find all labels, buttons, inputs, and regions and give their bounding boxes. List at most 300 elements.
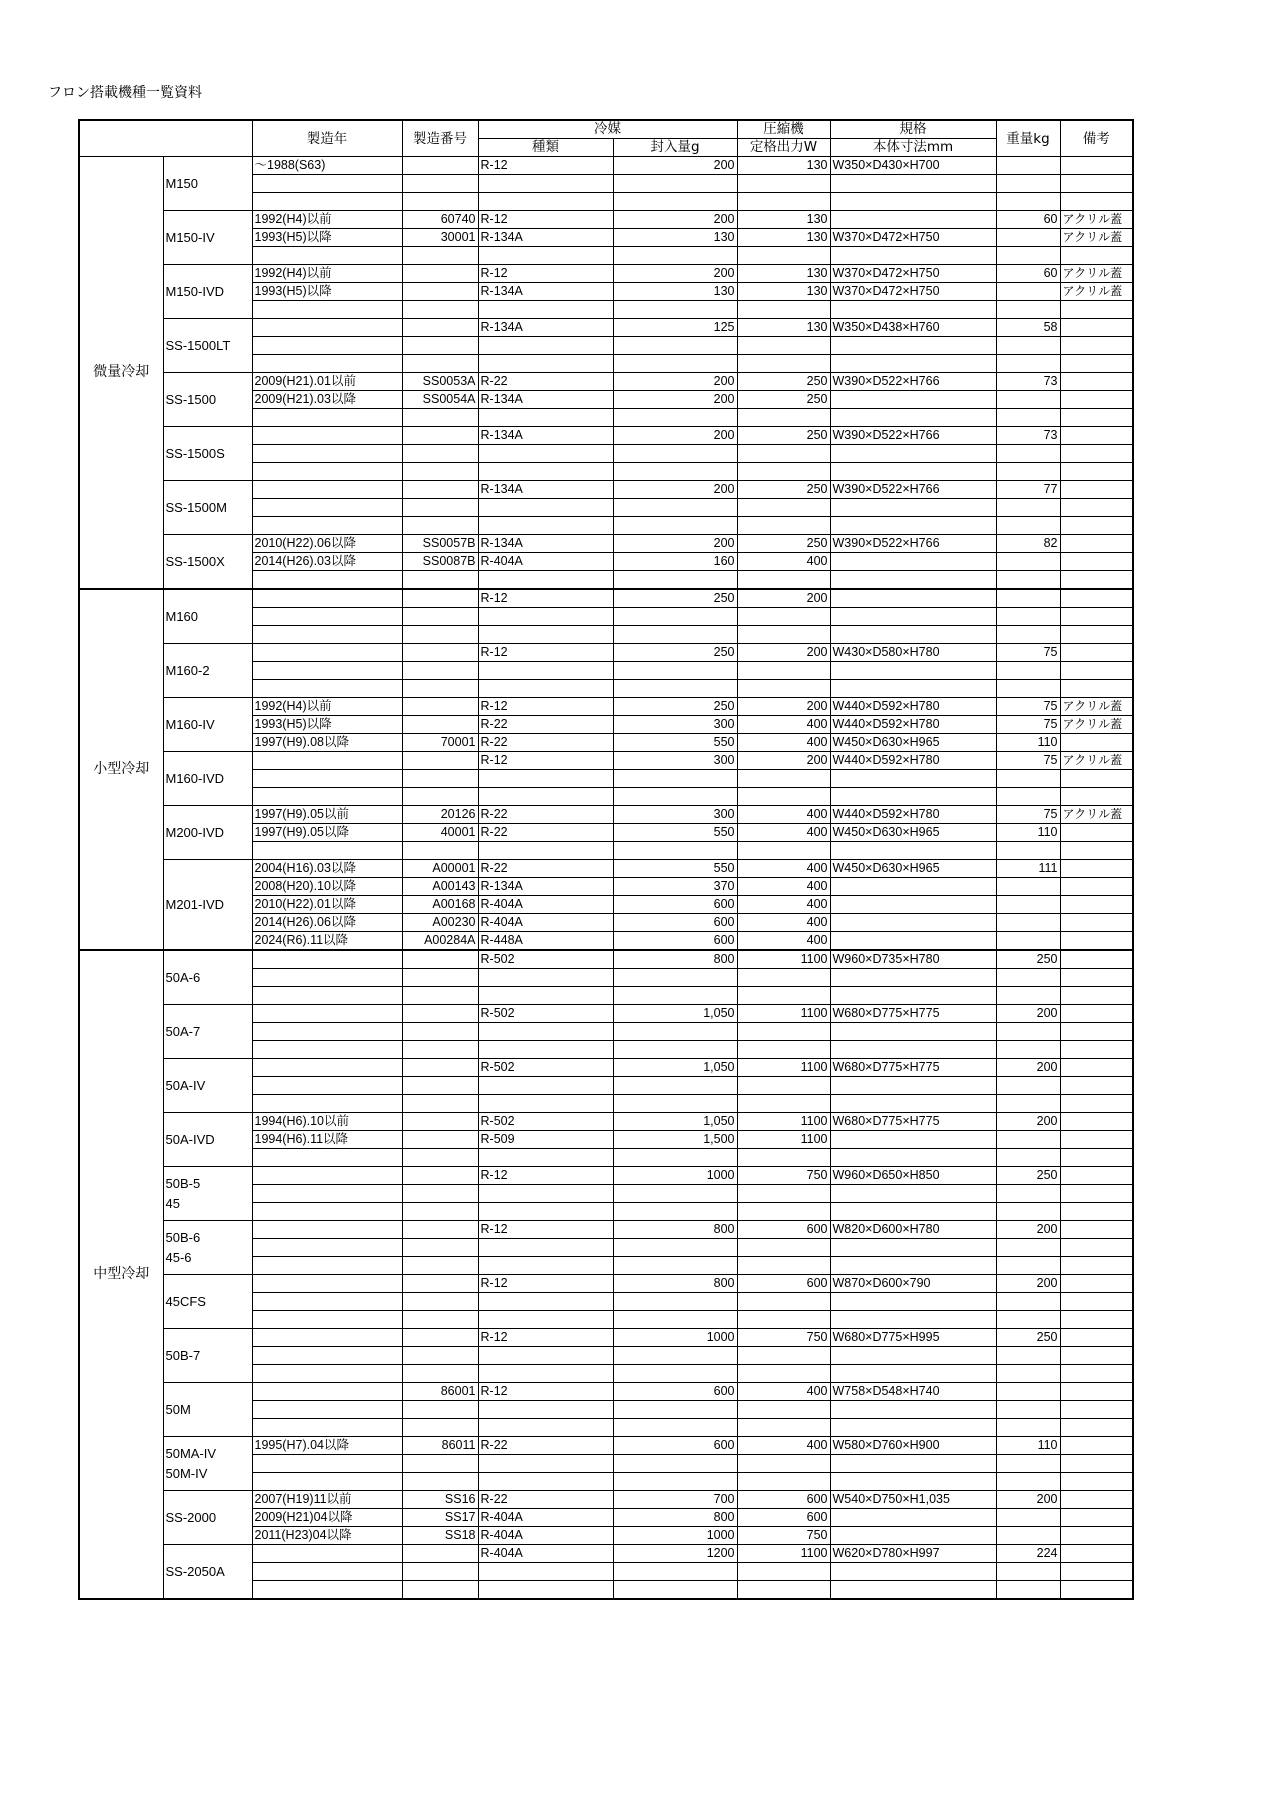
cell-dimensions: W540×D750×H1,035 [830, 1491, 996, 1509]
cell-year: 2011(H23)04以降 [252, 1527, 402, 1545]
cell-year [252, 1311, 402, 1329]
cell-serial [402, 589, 478, 608]
cell-year [252, 662, 402, 680]
cell-serial [402, 752, 478, 770]
cell-ref-type [478, 409, 613, 427]
cell-serial: SS0053A [402, 373, 478, 391]
header-year: 製造年 [252, 120, 402, 157]
cell-comp-output: 400 [737, 716, 830, 734]
table-row [79, 319, 1133, 337]
cell-comp-output: 400 [737, 1437, 830, 1455]
cell-serial [402, 1401, 478, 1419]
cell-dimensions [830, 553, 996, 571]
table-row [79, 1005, 1133, 1023]
cell-year: 2014(H26).03以降 [252, 553, 402, 571]
cell-serial [402, 499, 478, 517]
cell-ref-amount [613, 1401, 737, 1419]
model-name: SS-1500S [163, 427, 252, 481]
cell-weight [996, 1185, 1060, 1203]
cell-notes [1060, 662, 1133, 680]
cell-notes [1060, 409, 1133, 427]
cell-notes [1060, 1257, 1133, 1275]
model-name: M150-IVD [163, 265, 252, 319]
cell-notes [1060, 914, 1133, 932]
cell-ref-type [478, 680, 613, 698]
cell-comp-output [737, 247, 830, 265]
header-ref-type: 種類 [478, 139, 613, 157]
cell-serial [402, 1221, 478, 1239]
cell-ref-amount [613, 680, 737, 698]
cell-year: 2014(H26).06以降 [252, 914, 402, 932]
cell-comp-output [737, 1455, 830, 1473]
cell-ref-type [478, 445, 613, 463]
cell-notes [1060, 1509, 1133, 1527]
table-row [79, 1491, 1133, 1509]
cell-weight: 58 [996, 319, 1060, 337]
cell-notes: アクリル蓋 [1060, 265, 1133, 283]
cell-year [252, 1401, 402, 1419]
cell-ref-amount [613, 1041, 737, 1059]
cell-year [252, 1221, 402, 1239]
cell-weight [996, 157, 1060, 175]
cell-ref-amount [613, 571, 737, 590]
cell-weight: 200 [996, 1113, 1060, 1131]
cell-weight [996, 1563, 1060, 1581]
cell-dimensions [830, 680, 996, 698]
cell-ref-type [478, 770, 613, 788]
cell-comp-output [737, 1311, 830, 1329]
cell-dimensions [830, 175, 996, 193]
cell-weight [996, 1239, 1060, 1257]
cell-serial: SS0087B [402, 553, 478, 571]
cell-dimensions [830, 211, 996, 229]
model-name: M160-2 [163, 644, 252, 698]
cell-dimensions: W350×D430×H700 [830, 157, 996, 175]
cell-comp-output [737, 1185, 830, 1203]
cell-ref-type: R-12 [478, 265, 613, 283]
cell-serial [402, 1113, 478, 1131]
cell-serial [402, 1329, 478, 1347]
cell-serial [402, 1257, 478, 1275]
cell-notes [1060, 1473, 1133, 1491]
cell-comp-output [737, 499, 830, 517]
cell-comp-output [737, 969, 830, 987]
cell-ref-type [478, 608, 613, 626]
cell-dimensions [830, 1077, 996, 1095]
cell-ref-amount: 130 [613, 283, 737, 301]
cell-notes [1060, 589, 1133, 608]
cell-ref-amount: 200 [613, 157, 737, 175]
cell-year: 2024(R6).11以降 [252, 932, 402, 951]
cell-notes [1060, 157, 1133, 175]
cell-year [252, 1185, 402, 1203]
cell-notes [1060, 1239, 1133, 1257]
cell-ref-amount: 300 [613, 716, 737, 734]
cell-comp-output [737, 788, 830, 806]
cell-weight [996, 842, 1060, 860]
cell-weight [996, 1419, 1060, 1437]
cell-serial [402, 319, 478, 337]
category-label: 小型冷却 [79, 589, 163, 950]
cell-notes [1060, 950, 1133, 969]
cell-ref-amount: 250 [613, 644, 737, 662]
cell-dimensions: W680×D775×H775 [830, 1059, 996, 1077]
cell-year [252, 1077, 402, 1095]
cell-comp-output: 750 [737, 1527, 830, 1545]
cell-dimensions: W370×D472×H750 [830, 283, 996, 301]
cell-weight [996, 553, 1060, 571]
cell-ref-type [478, 1095, 613, 1113]
cell-ref-type: R-404A [478, 896, 613, 914]
cell-notes [1060, 427, 1133, 445]
cell-year [252, 1365, 402, 1383]
cell-ref-amount: 200 [613, 211, 737, 229]
cell-notes [1060, 680, 1133, 698]
cell-ref-type: R-404A [478, 1509, 613, 1527]
cell-serial: A00230 [402, 914, 478, 932]
cell-notes [1060, 1419, 1133, 1437]
cell-ref-type: R-134A [478, 391, 613, 409]
cell-dimensions: W680×D775×H775 [830, 1113, 996, 1131]
cell-ref-type: R-404A [478, 553, 613, 571]
cell-ref-amount [613, 247, 737, 265]
cell-dimensions [830, 788, 996, 806]
cell-dimensions: W680×D775×H775 [830, 1005, 996, 1023]
cell-serial: 86001 [402, 1383, 478, 1401]
cell-year [252, 427, 402, 445]
cell-comp-output: 250 [737, 427, 830, 445]
cell-serial [402, 1005, 478, 1023]
cell-weight [996, 355, 1060, 373]
cell-dimensions [830, 1257, 996, 1275]
cell-comp-output: 600 [737, 1275, 830, 1293]
cell-weight: 75 [996, 716, 1060, 734]
cell-dimensions [830, 499, 996, 517]
cell-dimensions [830, 1239, 996, 1257]
cell-ref-type [478, 1149, 613, 1167]
cell-ref-type [478, 1257, 613, 1275]
model-name: SS-2000 [163, 1491, 252, 1545]
cell-year [252, 1239, 402, 1257]
cell-ref-type: R-502 [478, 1113, 613, 1131]
cell-ref-type: R-22 [478, 373, 613, 391]
cell-ref-type: R-12 [478, 644, 613, 662]
cell-comp-output: 1100 [737, 950, 830, 969]
cell-comp-output [737, 1095, 830, 1113]
cell-serial [402, 770, 478, 788]
cell-ref-type: R-12 [478, 752, 613, 770]
cell-serial [402, 265, 478, 283]
cell-year: 1995(H7).04以降 [252, 1437, 402, 1455]
cell-serial [402, 1293, 478, 1311]
cell-serial [402, 517, 478, 535]
cell-weight [996, 1077, 1060, 1095]
cell-year [252, 1563, 402, 1581]
cell-dimensions: W430×D580×H780 [830, 644, 996, 662]
cell-serial: A00284A [402, 932, 478, 951]
cell-year [252, 1167, 402, 1185]
cell-notes [1060, 1437, 1133, 1455]
cell-notes [1060, 571, 1133, 590]
cell-year: 1992(H4)以前 [252, 265, 402, 283]
cell-ref-amount: 1,050 [613, 1005, 737, 1023]
cell-ref-amount: 200 [613, 535, 737, 553]
cell-ref-amount: 1200 [613, 1545, 737, 1563]
cell-ref-amount: 600 [613, 1437, 737, 1455]
cell-dimensions [830, 987, 996, 1005]
cell-ref-type: R-22 [478, 806, 613, 824]
model-name: 45CFS [163, 1275, 252, 1329]
cell-year [252, 337, 402, 355]
cell-weight: 200 [996, 1005, 1060, 1023]
cell-ref-type [478, 247, 613, 265]
table-row [79, 1113, 1133, 1131]
cell-notes [1060, 319, 1133, 337]
cell-serial [402, 481, 478, 499]
cell-weight [996, 463, 1060, 481]
cell-dimensions [830, 391, 996, 409]
cell-year [252, 1329, 402, 1347]
cell-year [252, 1257, 402, 1275]
cell-comp-output [737, 1293, 830, 1311]
cell-serial: 60740 [402, 211, 478, 229]
cell-dimensions: W350×D438×H760 [830, 319, 996, 337]
cell-comp-output [737, 1581, 830, 1600]
cell-ref-amount [613, 1563, 737, 1581]
cell-dimensions [830, 1041, 996, 1059]
cell-dimensions [830, 1581, 996, 1600]
table-row [79, 752, 1133, 770]
cell-ref-type: R-134A [478, 229, 613, 247]
cell-ref-amount [613, 1023, 737, 1041]
cell-notes [1060, 1077, 1133, 1095]
cell-ref-type [478, 517, 613, 535]
table-row [79, 1437, 1133, 1455]
cell-dimensions [830, 1527, 996, 1545]
cell-serial: 40001 [402, 824, 478, 842]
cell-year: 1993(H5)以降 [252, 229, 402, 247]
cell-dimensions [830, 1149, 996, 1167]
cell-weight: 75 [996, 644, 1060, 662]
cell-ref-amount: 550 [613, 734, 737, 752]
cell-ref-type: R-12 [478, 1167, 613, 1185]
cell-comp-output: 400 [737, 878, 830, 896]
cell-ref-amount [613, 445, 737, 463]
cell-ref-amount: 700 [613, 1491, 737, 1509]
header-ref-amount: 封入量g [613, 139, 737, 157]
cell-comp-output: 130 [737, 229, 830, 247]
table-row [79, 1329, 1133, 1347]
cell-dimensions [830, 878, 996, 896]
cell-ref-amount [613, 1473, 737, 1491]
cell-dimensions: W450×D630×H965 [830, 824, 996, 842]
cell-comp-output [737, 987, 830, 1005]
cell-notes [1060, 445, 1133, 463]
cell-serial [402, 969, 478, 987]
cell-dimensions [830, 1203, 996, 1221]
cell-ref-amount [613, 1455, 737, 1473]
cell-dimensions [830, 1563, 996, 1581]
category-label: 中型冷却 [79, 950, 163, 1599]
cell-dimensions: W680×D775×H995 [830, 1329, 996, 1347]
cell-weight [996, 193, 1060, 211]
cell-comp-output: 250 [737, 481, 830, 499]
cell-comp-output: 400 [737, 553, 830, 571]
cell-comp-output: 400 [737, 914, 830, 932]
cell-year [252, 481, 402, 499]
header-notes: 備考 [1060, 120, 1133, 157]
cell-dimensions [830, 445, 996, 463]
cell-serial: 20126 [402, 806, 478, 824]
table-row [79, 1221, 1133, 1239]
cell-comp-output [737, 608, 830, 626]
cell-serial [402, 193, 478, 211]
cell-year [252, 1347, 402, 1365]
cell-dimensions [830, 1455, 996, 1473]
cell-serial [402, 445, 478, 463]
cell-ref-amount: 200 [613, 427, 737, 445]
cell-weight [996, 409, 1060, 427]
cell-notes [1060, 553, 1133, 571]
model-name: 50M [163, 1383, 252, 1437]
cell-year [252, 517, 402, 535]
cell-serial [402, 1167, 478, 1185]
cell-dimensions [830, 626, 996, 644]
cell-serial [402, 1473, 478, 1491]
cell-serial [402, 662, 478, 680]
cell-ref-amount: 370 [613, 878, 737, 896]
model-name: M160 [163, 589, 252, 644]
cell-ref-type [478, 337, 613, 355]
cell-ref-type [478, 175, 613, 193]
cell-weight [996, 1311, 1060, 1329]
cell-serial [402, 698, 478, 716]
cell-notes [1060, 463, 1133, 481]
cell-year [252, 319, 402, 337]
cell-dimensions: W960×D650×H850 [830, 1167, 996, 1185]
cell-serial: 70001 [402, 734, 478, 752]
cell-year [252, 571, 402, 590]
cell-notes [1060, 373, 1133, 391]
cell-notes [1060, 1113, 1133, 1131]
cell-comp-output: 130 [737, 283, 830, 301]
table-row [79, 698, 1133, 716]
header-serial: 製造番号 [402, 120, 478, 157]
cell-year [252, 842, 402, 860]
cell-serial [402, 842, 478, 860]
cell-year: 2009(H21).01以前 [252, 373, 402, 391]
cell-comp-output [737, 1023, 830, 1041]
cell-ref-type: R-134A [478, 319, 613, 337]
cell-serial [402, 1095, 478, 1113]
cell-ref-type: R-12 [478, 157, 613, 175]
cell-notes [1060, 644, 1133, 662]
cell-dimensions [830, 842, 996, 860]
cell-weight: 77 [996, 481, 1060, 499]
cell-ref-type [478, 193, 613, 211]
cell-year [252, 445, 402, 463]
cell-weight [996, 301, 1060, 319]
cell-year [252, 463, 402, 481]
cell-notes [1060, 1131, 1133, 1149]
cell-comp-output: 130 [737, 211, 830, 229]
cell-notes [1060, 1023, 1133, 1041]
cell-year: 1997(H9).05以前 [252, 806, 402, 824]
cell-comp-output [737, 571, 830, 590]
cell-year [252, 1005, 402, 1023]
cell-comp-output [737, 680, 830, 698]
cell-notes [1060, 1455, 1133, 1473]
cell-serial [402, 157, 478, 175]
cell-dimensions [830, 463, 996, 481]
cell-notes: アクリル蓋 [1060, 211, 1133, 229]
cell-serial [402, 1203, 478, 1221]
cell-dimensions [830, 896, 996, 914]
cell-dimensions [830, 1095, 996, 1113]
table-row [79, 589, 1133, 608]
cell-ref-amount: 200 [613, 481, 737, 499]
header-refrigerant: 冷媒 [478, 120, 737, 139]
table-row [79, 1167, 1133, 1185]
cell-ref-type: R-22 [478, 716, 613, 734]
cell-weight: 75 [996, 698, 1060, 716]
cell-dimensions: W390×D522×H766 [830, 427, 996, 445]
cell-serial [402, 1419, 478, 1437]
cell-comp-output: 600 [737, 1491, 830, 1509]
cell-comp-output: 1100 [737, 1545, 830, 1563]
cell-serial [402, 1563, 478, 1581]
cell-serial [402, 987, 478, 1005]
cell-weight [996, 445, 1060, 463]
cell-notes [1060, 608, 1133, 626]
cell-weight [996, 1023, 1060, 1041]
cell-year [252, 409, 402, 427]
cell-weight [996, 1041, 1060, 1059]
cell-dimensions [830, 301, 996, 319]
cell-dimensions [830, 589, 996, 608]
cell-serial [402, 1059, 478, 1077]
cell-year [252, 950, 402, 969]
cell-ref-type [478, 1311, 613, 1329]
cell-notes [1060, 626, 1133, 644]
cell-ref-type [478, 499, 613, 517]
cell-ref-amount [613, 499, 737, 517]
cell-weight: 200 [996, 1275, 1060, 1293]
cell-ref-amount: 1000 [613, 1329, 737, 1347]
cell-comp-output [737, 1203, 830, 1221]
cell-year [252, 1545, 402, 1563]
cell-year: 2008(H20).10以降 [252, 878, 402, 896]
cell-dimensions [830, 247, 996, 265]
cell-weight [996, 1581, 1060, 1600]
cell-weight [996, 1509, 1060, 1527]
cell-dimensions [830, 1023, 996, 1041]
cell-serial [402, 1311, 478, 1329]
cell-weight [996, 517, 1060, 535]
cell-comp-output: 400 [737, 932, 830, 951]
table-row [79, 157, 1133, 175]
cell-dimensions: W370×D472×H750 [830, 229, 996, 247]
table-row [79, 1059, 1133, 1077]
cell-year [252, 752, 402, 770]
cell-comp-output [737, 1419, 830, 1437]
cell-year [252, 626, 402, 644]
cell-dimensions [830, 969, 996, 987]
cell-year: 1997(H9).05以降 [252, 824, 402, 842]
cell-ref-amount: 600 [613, 932, 737, 951]
cell-notes [1060, 1581, 1133, 1600]
cell-notes [1060, 481, 1133, 499]
